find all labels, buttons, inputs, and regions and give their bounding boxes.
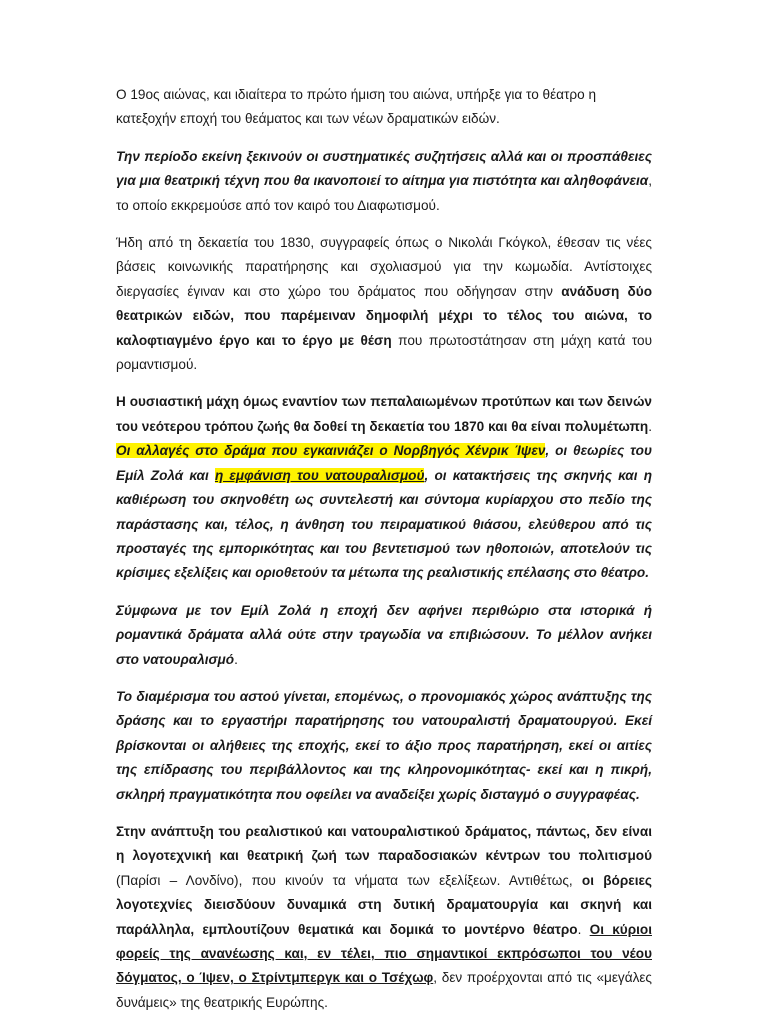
- paragraph-7-text: (Παρίσι – Λονδίνο), που κινούν τα νήματα των εξελίξεων. Αντιθέτως,: [116, 872, 582, 888]
- paragraph-1-text: Ο 19ος αιώνας, και ιδιαίτερα το πρώτο ήμιση του αιώνα, υπήρξε για το θέατρο η κατεξοχήν εποχή του θεάματος και των νέων δραματικών ειδών.: [116, 87, 597, 127]
- paragraph-3-text: Ήδη από τη δεκαετία του 1830, συγγραφείς όπως ο Νικολάι Γκόγκολ, έθεσαν τις νέες βάσεις κοινωνικής παρατήρησης και σχολιασμού για την κωμωδία. Αντίστοιχες διεργασίες έγιναν και στο χώρο του δράματος που οδήγησαν στην: [116, 235, 652, 299]
- paragraph-4-highlight-2: η εμφάνιση του νατουραλισμού: [214, 467, 425, 483]
- paragraph-2-emphasis: Την περίοδο εκείνη ξεκινούν οι συστηματικές συζητήσεις αλλά και οι προσπάθειες για μια θεατρική τέχνη που θα ικανοποιεί το αίτημα για πιστότητα και αληθοφάνεια: [116, 148, 652, 189]
- paragraph-5-emphasis: Σύμφωνα με τον Εμίλ Ζολά η εποχή δεν αφήνει περιθώριο στα ιστορικά ή ρομαντικά δράματα αλλά ούτε στην τραγωδία να επιβιώσουν. Το μέλλον ανήκει στο νατουραλισμό: [116, 602, 652, 667]
- paragraph-7-sep: .: [577, 921, 590, 937]
- paragraph-4-bold: Η ουσιαστική μάχη όμως εναντίον των πεπαλαιωμένων προτύπων και των δεινών του νεότερου τρόπου ζωής θα δοθεί τη δεκαετία του 1870 και θα είναι πολυμέτωπη: [116, 394, 652, 434]
- paragraph-7-tail: , δεν προέρχονται από τις «μεγάλες δυνάμεις» της θεατρικής Ευρώπης.: [116, 970, 652, 1010]
- document-page: [116, 83, 652, 1028]
- paragraph-7-underlined: Οι κύριοι φορείς της ανανέωσης και, εν τέλει, πιο σημαντικοί εκπρόσωποι του νέου δόγματος, ο Ίψεν, ο Στρίντμπεργκ και ο Τσέχωφ: [116, 921, 652, 986]
- paragraph-6-emphasis: Το διαμέρισμα του αστού γίνεται, επομένως, ο προνομιακός χώρος ανάπτυξης της δράσης και το εργαστήρι παρατήρησης του νατουραλιστή δραματουργού. Εκεί βρίσκονται οι αλήθειες της εποχής, εκεί το άξιο προς παρατήρηση, εκεί οι αιτίες της επίδρασης του περιβάλλοντος και της κληρονομικότητας- εκεί και η πικρή, σκληρή πραγματικότητα που οφείλει να αναδείξει χωρίς δισταγμό ο συγγραφέας.: [116, 688, 652, 802]
- paragraph-6: [116, 685, 652, 807]
- paragraph-4-highlight-1: Οι αλλαγές στο δράμα που εγκαινιάζει ο Νορβηγός Χένρικ Ίψεν: [116, 443, 546, 459]
- paragraph-4-sep: .: [648, 418, 652, 434]
- paragraph-7: [116, 820, 652, 1015]
- paragraph-4-emphasis-2: , οι κατακτήσεις της σκηνής και η καθιέρωση του σκηνοθέτη ως συντελεστή και σύντομα κυρίαρχου στο πεδίο της παράστασης και, τέλος, η άνθηση του πειραματικού θιάσου, ελεύθερου από τις προσταγές της εμπορικότητας και του βεντετισμού των ηθοποιών, αποτελούν τις κρίσιμες εξελίξεις και οριοθετούν τα μέτωπα της ρεαλιστικής επέλασης στο θέατρο.: [116, 467, 652, 581]
- paragraph-5: [116, 599, 652, 672]
- paragraph-7-bold-2: οι βόρειες λογοτεχνίες διεισδύουν δυναμικά στη δυτική δραματουργία και σκηνή και παράλληλα, εμπλουτίζουν θεματικά και δομικά το μοντέρνο θέατρο: [116, 872, 653, 937]
- paragraph-7-bold-1: Στην ανάπτυξη του ρεαλιστικού και νατουραλιστικού δράματος, πάντως, δεν είναι η λογοτεχνική και θεατρική ζωή των παραδοσιακών κέντρων του πολιτισμού: [116, 823, 652, 864]
- paragraph-2-text: , το οποίο εκκρεμούσε από τον καιρό του Διαφωτισμού.: [116, 173, 652, 213]
- paragraph-2: [116, 145, 652, 218]
- paragraph-5-tail: .: [234, 651, 238, 667]
- paragraph-3: [116, 231, 652, 377]
- paragraph-3-tail: που πρωτοστάτησαν στη μάχη κατά του ρομαντισμού.: [116, 332, 653, 373]
- paragraph-3-bold: ανάδυση δύο θεατρικών ειδών, που παρέμειναν δημοφιλή μέχρι το τέλος του αιώνα, το καλοφτιαγμένο έργο και το έργο με θέση: [116, 283, 652, 348]
- paragraph-4-emphasis-1: , οι θεωρίες του Εμίλ Ζολά και: [116, 443, 652, 483]
- paragraph-1: [116, 83, 652, 132]
- paragraph-4: [116, 390, 652, 585]
